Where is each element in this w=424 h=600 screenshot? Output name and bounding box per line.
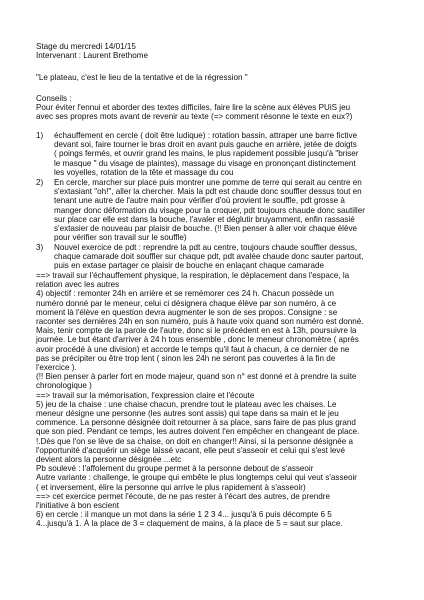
- body-line: journée. Le but étant d'arriver à 24 h tous ensemble , donc le meneur chronomètre ( après: [36, 335, 359, 345]
- body-line: meneur désigne une personne (les autres sont assis) qui tape dans sa main et le jeu: [36, 409, 339, 419]
- item-line: sur place car elle est dans la bouche, l'avaler et déglutir bruyamment, enfin rassasié: [54, 214, 355, 224]
- body-line: 4) objectif : remonter 24h en arrière et se remémorer ces 24 h. Chacun possède un: [36, 289, 334, 299]
- body-line: Pb soulevé : l'affolement du groupe permet à la personne debout de s'asseoir: [36, 464, 314, 474]
- body-line: raconter ses dernières 24h en son numéro, puis à haute voix quand son numéro est donné.: [36, 317, 364, 327]
- conseils-line: Pour éviter l'ennui et aborder des textes difficiles, faire lire la scène aux élèves PUiS jeu: [36, 103, 351, 113]
- body-line: commence. La personne désignée doit retourner à sa place, sans faire de pas plus grand: [36, 418, 356, 428]
- item-line: s'extasier de nouveau par plaisir de bouche. (!! Bien penser à aller voir chaque élève: [54, 224, 357, 234]
- item-line: puis en extase partager ce plaisir de bouche en enlaçant chaque camarade: [54, 261, 324, 271]
- body-line: ==> travail sur l'échauffement physique, la respiration, le déplacement dans l'espace, la: [36, 271, 350, 280]
- header: [36, 42, 398, 60]
- item-line: les voyelles, rotation de la tête et massage du cou: [54, 167, 234, 177]
- header-date: Stage du mercredi 14/01/15: [36, 42, 136, 51]
- item-body: [54, 131, 398, 177]
- body-line: ==> travail sur la mémorisation, l'expression claire et l'écoute: [36, 390, 255, 400]
- item-line: devant soi, faire tourner le bras droit en avant puis gauche en arrière, jetée de doigts: [54, 140, 357, 150]
- item-line: échauffement en cercle ( doit être ludique) : rotation bassin, attraper une barre fictive: [54, 131, 358, 140]
- body-line: l'opportunité d'acquérir un siège laissé vacant, elle peut s'asseoir et celui qui s'est levé: [36, 445, 345, 455]
- body-line: avoir procédé à une division) et accorde le temps qu'il faut à chacun, à ce dernier de ne: [36, 344, 350, 354]
- item-line: En cercle, marcher sur place puis montrer une pomme de terre qui serait au centre en: [54, 178, 362, 187]
- body-line: l'exercice ).: [36, 363, 77, 373]
- body-line: relation avec les autres: [36, 280, 120, 290]
- item-line: manger donc déformation du visage pour la croquer, pdt toujours chaude donc sautiller: [54, 205, 365, 215]
- body-line: 5) jeu de la chaise : une chaise chacun, prendre tout le plateau avec les chaises. Le: [36, 399, 337, 409]
- item-body: [54, 243, 398, 271]
- body-line: 4...jusqu'à 1. À la place de 3 = claquement de mains, à la place de 5 = saut sur place.: [36, 519, 343, 529]
- quote: [36, 73, 398, 82]
- item-line: le masque " du visage de plaintes), massage du visage en prononçant distinctement: [54, 158, 356, 168]
- item-line: tenant une autre de l'autre main pour vérifier d'où provient le souffle, pdt grosse à: [54, 196, 345, 206]
- body-line: !.Dès que l'on se lève de sa chaise, on doit en changer!! Ainsi, si la personne désignée a: [36, 436, 353, 446]
- item-line: ( poings fermés, et ouvrir grand les mains, le plus rapidement possible jusqu'à "briser: [54, 149, 359, 159]
- body-line: numéro donné par le meneur, celui ci désignera chaque élève par son numéro, à ce: [36, 298, 337, 308]
- body-line: Mais, tenir compte de la parole de l'autre, donc si le précédent en est à 13h, poursuivre la: [36, 326, 357, 336]
- item-number: 1): [36, 131, 44, 140]
- body-line: devient alors la personne désignée ...etc: [36, 455, 182, 465]
- item-line: pour vérifier son travail sur le souffle): [54, 233, 187, 243]
- conseils-line: avec ses propres mots avant de revenir au texte (=> comment résonne le texte en eux?): [36, 112, 353, 122]
- body-line: pas se précipiter ou être trop lent ( sinon les 24h ne seront pas couvertes à la fin de: [36, 353, 336, 363]
- body-line: l'initiative à bon escient: [36, 501, 119, 511]
- body-line: moment là l'élève en question devra augmenter le son de ses propos. Consigne : se: [36, 307, 338, 317]
- body-line: ==> cet exercice permet l'écoute, de ne pas rester à l'écart des autres, de prendre: [36, 491, 330, 501]
- body-line: que son pied. Pendant ce temps, les autres doivent l'en empêcher en changeant de place.: [36, 427, 360, 437]
- conseils-section: [36, 94, 398, 122]
- body-line: (!! Bien penser à parler fort en mode majeur, quand son n° est donné et à prendre la suite: [36, 372, 357, 382]
- item-body: [54, 178, 398, 242]
- body-line: chronologique ): [36, 381, 92, 391]
- body-line: ( et inversement, élire la personne qui arrive le plus rapidement à s'asseoir): [36, 482, 306, 492]
- item-line: Nouvel exercice de pdt : reprendre la pdt au centre, toujours chaude souffler dessus,: [54, 243, 358, 252]
- item-number: 2): [36, 178, 44, 187]
- header-speaker: Intervenant : Laurent Brethome: [36, 51, 149, 61]
- quote-text: "Le plateau, c'est le lieu de la tentative et de la régression ": [36, 73, 248, 82]
- item-number: 3): [36, 243, 44, 252]
- item-line: s'extasiant "oh!", aller la chercher. Mais la pdt est chaude donc souffler dessus tout en: [54, 187, 362, 197]
- item-line: chaque camarade doit souffler sur chaque pdt, pdt avalée chaude donc sauter partout,: [54, 252, 364, 262]
- conseils-title: Conseils :: [36, 94, 72, 103]
- body-line: Autre variante : challenge, le groupe qui embête le plus longtemps celui qui veut s'asseoir: [36, 473, 357, 483]
- body-line: 6) en cercle : il manque un mot dans la série 1 2 3 4... jusqu'à 6 puis décompte 6 5: [36, 510, 332, 520]
- notes-body: [36, 271, 398, 529]
